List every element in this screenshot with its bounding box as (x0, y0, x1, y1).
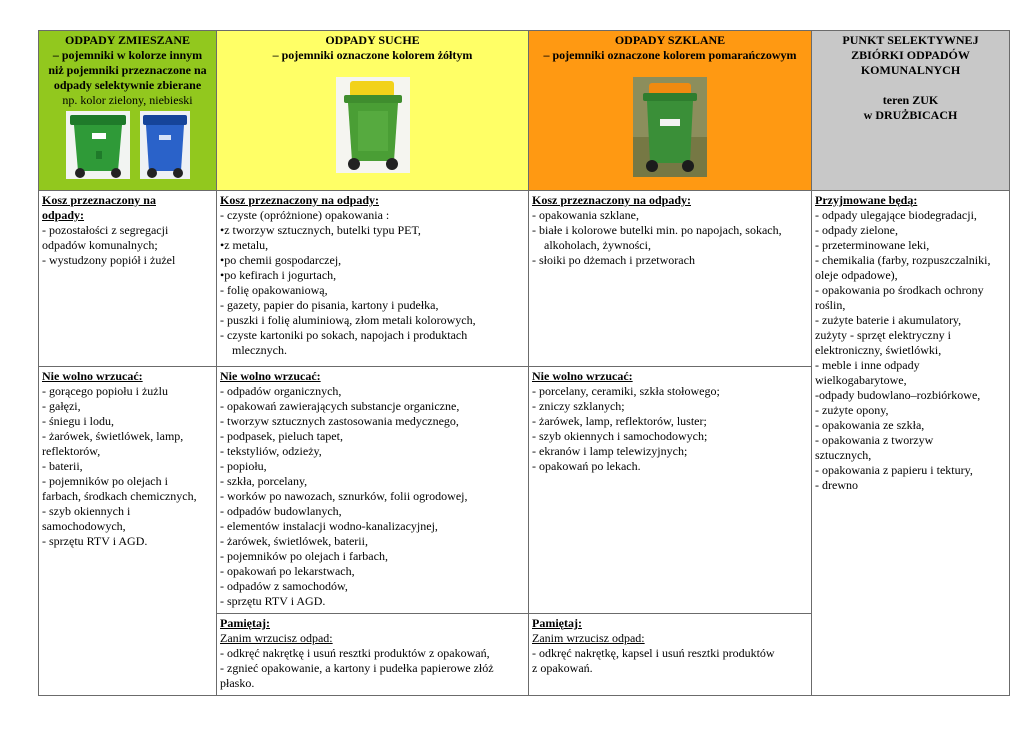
list-item: - odpadów organicznych, (220, 384, 342, 398)
list-item: - worków po nawozach, sznurków, folii ogrodowej, (220, 489, 468, 503)
list-item: - popiołu, (220, 459, 267, 473)
list-item: roślin, (815, 298, 846, 312)
list-item: - chemikalia (farby, rozpuszczalniki, (815, 253, 991, 267)
list-item: -odpady budowlano–rozbiórkowe, (815, 388, 981, 402)
list-item: - szyb okiennych i (42, 504, 131, 518)
dry-remember-header: Pamiętaj: (220, 616, 270, 630)
list-item: - odpady zielone, (815, 223, 898, 237)
list-item: - tekstyliów, odzieży, (220, 444, 322, 458)
list-item: wielkogabarytowe, (815, 373, 907, 387)
mixed-subtitle-line: odpady selektywnie zbierane (53, 78, 202, 92)
waste-segregation-table (38, 30, 1010, 696)
list-item: odpadów komunalnych; (42, 238, 158, 252)
point-place-line: w DRUŻBICACH (863, 108, 958, 122)
list-item: - pojemników po olejach i farbach, (220, 549, 388, 563)
glass-remember-sub: Zanim wrzucisz odpad: (532, 631, 645, 645)
collection-point-cell (812, 191, 1010, 696)
list-item: •po chemii gospodarczej, (220, 253, 342, 267)
glass-allowed-header: Kosz przeznaczony na odpady: (532, 193, 691, 207)
list-item: - białe i kolorowe butelki min. po napojach, sokach, (532, 223, 782, 237)
list-item: - szkła, porcelany, (220, 474, 308, 488)
list-item: reflektorów, (42, 444, 101, 458)
list-item: - pozostałości z segregacji (42, 223, 169, 237)
glass-forbidden-cell (529, 367, 812, 614)
dry-forbidden-cell (217, 367, 529, 614)
dry-forbidden-header: Nie wolno wrzucać: (220, 369, 321, 383)
list-item: - odpady ulegające biodegradacji, (815, 208, 977, 222)
list-item: - żarówek, świetlówek, lamp, (42, 429, 184, 443)
list-item: - czyste kartoniki po sokach, napojach i produktach (220, 328, 468, 342)
list-item: •po kefirach i jogurtach, (220, 268, 337, 282)
list-item: - odpadów budowlanych, (220, 504, 342, 518)
list-item: - puszki i folię aluminiową, złom metali kolorowych, (220, 313, 476, 327)
mixed-allowed-header: Kosz przeznaczony na (42, 193, 156, 207)
list-item: oleje odpadowe), (815, 268, 898, 282)
list-item: - gazety, papier do pisania, kartony i pudełka, (220, 298, 439, 312)
list-item: - opakowania z papieru i tektury, (815, 463, 973, 477)
list-item: - śniegu i lodu, (42, 414, 114, 428)
glass-forbidden-header: Nie wolno wrzucać: (532, 369, 633, 383)
point-title-line: PUNKT SELEKTYWNEJ (842, 33, 979, 47)
list-item: - opakowania po środkach ochrony (815, 283, 984, 297)
mixed-allowed-cell (39, 191, 217, 367)
dry-subtitle: – pojemniki oznaczone kolorem żółtym (272, 48, 473, 62)
point-title-line: ZBIÓRKI ODPADÓW (851, 48, 970, 62)
list-item: - gałęzi, (42, 399, 81, 413)
glass-remember-cell (529, 614, 812, 696)
mixed-forbidden-cell (39, 367, 217, 696)
list-item: - zużyte baterie i akumulatory, (815, 313, 962, 327)
list-item: •z metalu, (220, 238, 269, 252)
list-item: - opakowań zawierających substancje organiczne, (220, 399, 460, 413)
list-item: - tworzyw sztucznych zastosowania medycznego, (220, 414, 459, 428)
list-item: - podpasek, pieluch tapet, (220, 429, 343, 443)
list-item: - wystudzony popiół i żużel (42, 253, 176, 267)
mixed-subtitle-line: niż pojemniki przeznaczone na (48, 63, 207, 77)
list-item: - opakowania ze szkła, (815, 418, 925, 432)
dry-remember-cell (217, 614, 529, 696)
list-item: elektroniczny, świetlówki, (815, 343, 942, 357)
list-item: - gorącego popiołu i żużlu (42, 384, 168, 398)
mixed-allowed-header: odpady: (42, 208, 85, 222)
list-item: sztucznych, (815, 448, 872, 462)
list-item: - opakowań po lekarstwach, (220, 564, 355, 578)
green-bin-photo (66, 111, 130, 179)
list-item: - folię opakowaniową, (220, 283, 328, 297)
orange-lid-bin-photo (633, 77, 707, 177)
list-item: alkoholach, żywności, (544, 238, 651, 252)
dry-title: ODPADY SUCHE (325, 33, 420, 47)
list-item: mlecznych. (232, 343, 287, 357)
list-item: - sprzętu RTV i AGD. (220, 594, 326, 608)
list-item: z opakowań. (532, 661, 593, 675)
point-place-line: teren ZUK (882, 93, 939, 107)
mixed-title: ODPADY ZMIESZANE (64, 33, 190, 47)
header-dry-waste (217, 31, 529, 191)
list-item: samochodowych, (42, 519, 126, 533)
list-item: - ekranów i lamp telewizyjnych; (532, 444, 688, 458)
list-item: - meble i inne odpady (815, 358, 920, 372)
list-item: - zniczy szklanych; (532, 399, 625, 413)
glass-remember-header: Pamiętaj: (532, 616, 582, 630)
list-item: - odpadów z samochodów, (220, 579, 348, 593)
list-item: - baterii, (42, 459, 83, 473)
list-item: farbach, środkach chemicznych, (42, 489, 197, 503)
list-item: - szyb okiennych i samochodowych; (532, 429, 708, 443)
header-mixed-waste (39, 31, 217, 191)
list-item: - elementów instalacji wodno-kanalizacyjnej, (220, 519, 438, 533)
yellow-lid-bin-photo (336, 77, 410, 173)
list-item: - drewno (815, 478, 858, 492)
list-item: - czyste (opróżnione) opakowania : (220, 208, 390, 222)
list-item: - pojemników po olejach i (42, 474, 168, 488)
mixed-note: np. kolor zielony, niebieski (62, 93, 193, 107)
header-glass-waste (529, 31, 812, 191)
list-item: - opakowań po lekach. (532, 459, 641, 473)
list-item: - odkręć nakrętkę i usuń resztki produktów z opakowań, (220, 646, 490, 660)
mixed-forbidden-header: Nie wolno wrzucać: (42, 369, 143, 383)
glass-subtitle: – pojemniki oznaczone kolorem pomarańczowym (543, 48, 797, 62)
list-item: - odkręć nakrętkę, kapsel i usuń resztki produktów (532, 646, 775, 660)
list-item: - opakowania z tworzyw (815, 433, 934, 447)
list-item: - słoiki po dżemach i przetworach (532, 253, 695, 267)
list-item: - zgnieć opakowanie, a kartony i pudełka papierowe złóż (220, 661, 494, 675)
list-item: - sprzętu RTV i AGD. (42, 534, 148, 548)
list-item: - żarówek, lamp, reflektorów, luster; (532, 414, 707, 428)
list-item: - porcelany, ceramiki, szkła stołowego; (532, 384, 720, 398)
dry-allowed-cell (217, 191, 529, 367)
dry-allowed-header: Kosz przeznaczony na odpady: (220, 193, 379, 207)
list-item: - zużyte opony, (815, 403, 889, 417)
mixed-subtitle-line: – pojemniki w kolorze innym (52, 48, 203, 62)
point-title-line: KOMUNALNYCH (860, 63, 961, 77)
list-item: - przeterminowane leki, (815, 238, 930, 252)
list-item: płasko. (220, 676, 255, 690)
glass-title: ODPADY SZKLANE (614, 33, 726, 47)
blue-bin-photo (140, 111, 190, 179)
list-item: - opakowania szklane, (532, 208, 639, 222)
dry-remember-sub: Zanim wrzucisz odpad: (220, 631, 333, 645)
list-item: •z tworzyw sztucznych, butelki typu PET, (220, 223, 421, 237)
glass-allowed-cell (529, 191, 812, 367)
header-collection-point (812, 31, 1010, 191)
list-item: zużyty - sprzęt elektryczny i (815, 328, 951, 342)
list-item: - żarówek, świetlówek, baterii, (220, 534, 368, 548)
accepted-header: Przyjmowane będą: (815, 193, 918, 207)
